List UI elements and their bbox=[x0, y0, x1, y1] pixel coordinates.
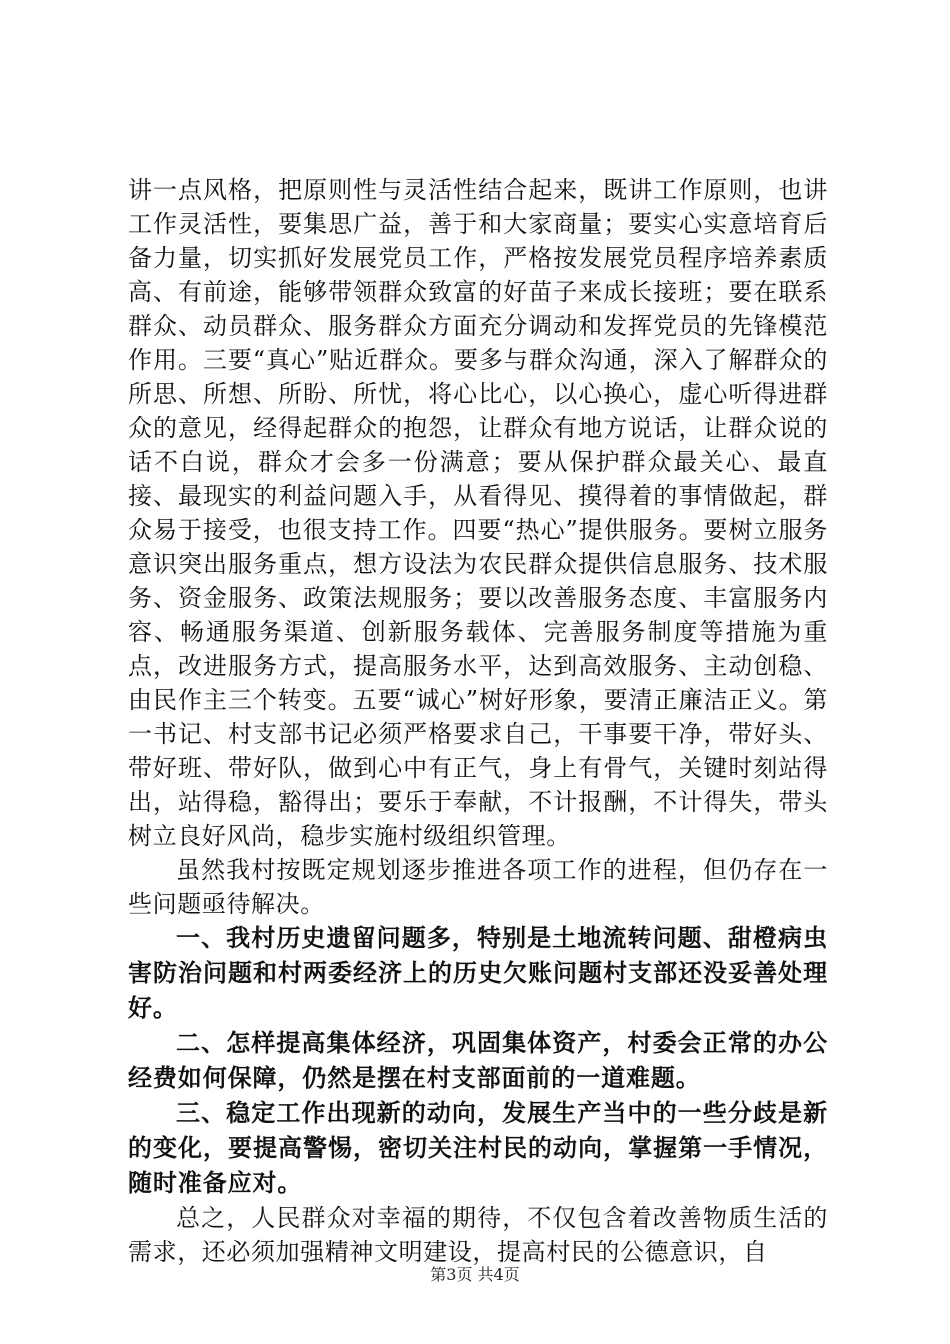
paragraph-continuation: 讲一点风格，把原则性与灵活性结合起来，既讲工作原则，也讲工作灵活性，要集思广益，善于和大家商量；要实心实意培育后备力量，切实抓好发展党员工作，严格按发展党员程序培养素质高、有前途，能够带领群众致富的好苗子来成长接班；要在联系群众、动员群众、服务群众方面充分调动和发挥党员的先锋模范作用。三要“真心”贴近群众。要多与群众沟通，深入了解群众的所思、所想、所盼、所忧，将心比心，以心换心，虚心听得进群众的意见，经得起群众的抱怨，让群众有地方说话，让群众说的话不白说，群众才会多一份满意；要从保护群众最关心、最直接、最现实的利益问题入手，从看得见、摸得着的事情做起，群众易于接受，也很支持工作。四要“热心”提供服务。要树立服务意识突出服务重点，想方设法为农民群众提供信息服务、技术服务、资金服务、政策法规服务；要以改善服务态度、丰富服务内容、畅通服务渠道、创新服务载体、完善服务制度等措施为重点，改进服务方式，提高服务水平，达到高效服务、主动创稳、由民作主三个转变。五要“诚心”树好形象，要清正廉洁正义。第一书记、村支部书记必须严格要求自己，干事要干净，带好头、带好班、带好队，做到心中有正气，身上有骨气，关键时刻站得出，站得稳，豁得出；要乐于奉献，不计报酬，不计得失，带头树立良好风尚，稳步实施村级组织管理。 bbox=[128, 176, 828, 850]
body-text bbox=[128, 173, 828, 1269]
paragraph-problems-intro: 虽然我村按既定规划逐步推进各项工作的进程，但仍存在一些问题亟待解决。 bbox=[128, 856, 828, 918]
paragraph-problem-three: 三、稳定工作出现新的动向，发展生产当中的一些分歧是新的变化，要提高警惕，密切关注村民的动向，掌握第一手情况，随时准备应对。 bbox=[128, 1099, 828, 1197]
page-number-footer: 第3页 共4页 bbox=[430, 1265, 520, 1284]
paragraph-problem-two: 二、怎样提高集体经济，巩固集体资产，村委会正常的办公经费如何保障，仍然是摆在村支部面前的一道难题。 bbox=[128, 1029, 828, 1092]
paragraph-problem-one: 一、我村历史遗留问题多，特别是土地流转问题、甜橙病虫害防治问题和村两委经济上的历史欠账问题村支部还没妥善处理好。 bbox=[128, 924, 828, 1022]
paragraph-conclusion: 总之，人民群众对幸福的期待，不仅包含着改善物质生活的需求，还必须加强精神文明建设，提高村民的公德意识，自 bbox=[128, 1204, 828, 1266]
